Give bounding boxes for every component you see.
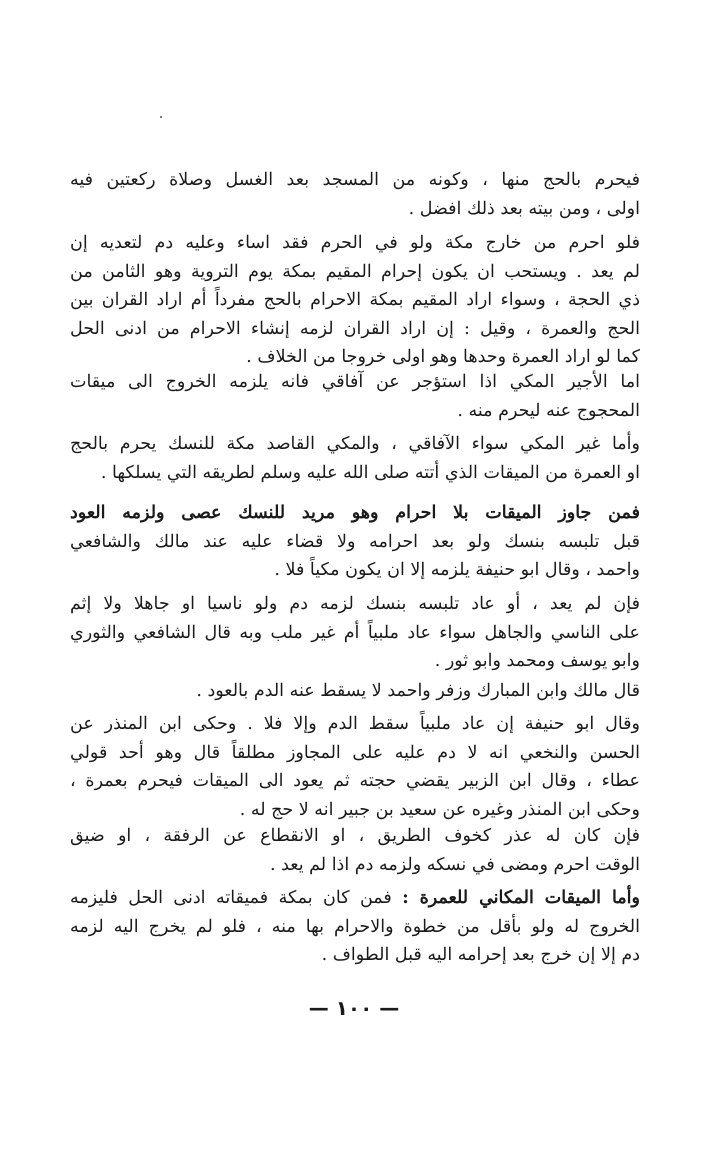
text-line: عطاء ، وقال ابن الزبير يقضي حجته ثم يعود الى الميقات فيحرم بعمرة ، (70, 771, 640, 791)
paragraph-5 (70, 499, 640, 585)
text-line: فيحرم بالحج منها ، وكونه من المسجد بعد الغسل وصلاة ركعتين فيه (70, 170, 640, 190)
text-line: ذي الحجة ، وسواء اراد المقيم بمكة الاحرام بالحج مفرداً أم اراد القران بين (70, 290, 640, 310)
paragraph-7 (70, 677, 640, 706)
text-line: قال مالك وابن المبارك وزفر واحمد لا يسقط عنه الدم بالعود . (196, 681, 640, 701)
text-line: اما الأجير المكي اذا استؤجر عن آفاقي فانه يلزمه الخروج الى ميقات (70, 372, 640, 392)
paragraph-10 (70, 884, 640, 970)
text-line: فلو احرم من خارج مكة ولو في الحرم فقد اساء وعليه دم لتعديه إن (70, 233, 640, 253)
section-heading: فمن جاوز الميقات بلا احرام وهو مريد للنسك عصى ولزمه العود (70, 503, 640, 523)
text-line: على الناسي والجاهل سواء عاد ملبياً أم غير ملب وبه قال الشافعي والثوري (70, 622, 640, 643)
paragraph-8 (70, 710, 640, 824)
text-line: لم يعد . ويستحب ان يكون إحرام المقيم بمكة يوم التروية وهو الثامن من (70, 261, 640, 282)
scan-speck (160, 116, 162, 118)
paragraph-9 (70, 822, 640, 879)
paragraph-4 (70, 430, 640, 487)
text-line: الخروج له ولو بأقل من خطوة والاحرام بها منه ، فلو لم يخرج اليه لزمه (70, 916, 640, 937)
text-line: وأما غير المكي سواء الآفاقي ، والمكي القاصد مكة للنسك يحرم بالحج (70, 434, 640, 454)
text-line: قبل تلبسه بنسك ولو بعد احرامه ولا قضاء عليه عند مالك والشافعي (70, 531, 640, 552)
paragraph-6 (70, 590, 640, 676)
text-line: واحمد ، وقال ابو حنيفة يلزمه إلا ان يكون مكياً فلا . (274, 560, 640, 580)
text-line: الوقت احرم ومضى في نسكه ولزمه دم اذا لم يعد . (269, 854, 640, 875)
text-line: وحكى ابن المنذر وغيره عن سعيد بن جبير انه لا حج له . (239, 799, 640, 820)
text-line: فإن لم يعد ، أو عاد تلبسه بنسك لزمه دم ولو ناسيا او جاهلا ولا إثم (70, 594, 640, 614)
bold-lead-phrase: وأما الميقات المكاني للعمرة : (402, 888, 640, 908)
text-line: المحجوج عنه ليحرم منه . (457, 400, 640, 421)
text-line: وابو يوسف ومحمد وابو ثور . (434, 651, 640, 671)
text-line: دم إلا إن خرج بعد إحرامه اليه قبل الطواف . (321, 945, 640, 965)
text-line: كما لو اراد العمرة وحدها وهو اولى خروجا من الخلاف . (246, 347, 640, 367)
text-line: فإن كان له عذر كخوف الطريق ، او الانقطاع عن الرفقة ، او ضيق (70, 826, 640, 846)
paragraph-1 (70, 166, 640, 223)
text-line (70, 884, 640, 913)
text-line: او العمرة من الميقات الذي أتته صلى الله عليه وسلم لطريقه التي يسلكها . (100, 462, 640, 483)
text-run: فمن كان بمكة فميقاته ادنى الحل فليزمه (70, 888, 392, 908)
page-number: — ١٠٠ — (308, 996, 400, 1020)
text-line: وقال ابو حنيفة إن عاد ملبياً سقط الدم وإلا فلا . وحكى ابن المنذر عن (70, 714, 640, 734)
text-line: اولى ، ومن بيته بعد ذلك افضل . (408, 198, 640, 219)
paragraph-2 (70, 229, 640, 372)
text-line: الحج والعمرة ، وقيل : إن اراد القران لزمه إنشاء الاحرام من ادنى الحل (70, 318, 640, 339)
text-line: الحسن والنخعي انه لا دم عليه على المجاوز مطلقاً قال وهو أحد قولي (70, 742, 640, 763)
paragraph-3 (70, 368, 640, 425)
